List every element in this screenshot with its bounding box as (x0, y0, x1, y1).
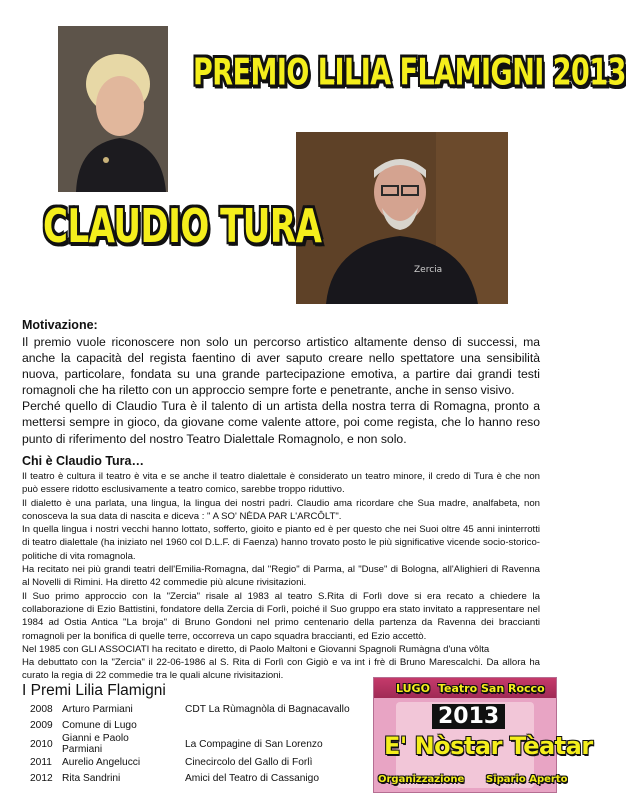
premio-title: PREMIO LILIA FLAMIGNI 2013 (193, 52, 626, 94)
premio-winner: Arturo Parmiani (62, 704, 133, 716)
premio-organization: Cinecircolo del Gallo di Forlì (185, 757, 313, 769)
poster-city: LUGO (396, 682, 430, 695)
biografia-paragraph: Ha recitato nei più grandi teatri dell'Emilia-Romagna, dal "Regio" di Parma, al "Duse" di Bologna, all'Alighieri di Ravenna al Novelli di Rimini. Ha diretto 42 commedie più alcune rivisitazioni. (22, 564, 540, 589)
honoree-name: CLAUDIO TURA (43, 200, 322, 254)
premi-heading: I Premi Lilia Flamigni (22, 682, 166, 699)
motivazione-paragraph: Perché quello di Claudio Tura è il talento di un artista della nostra terra di Romagna, pronto a mettersi sempre in gioco, da giovane come valente attore, poi come regista, che lo hanno reso punto di riferimento del nostro Teatro Dialettale Romagnolo, e non solo. (22, 399, 540, 446)
table-row (30, 733, 350, 755)
biografia-heading: Chi è Claudio Tura… (22, 454, 144, 468)
photo-claudio-tura (296, 132, 508, 304)
premio-year: 2009 (30, 719, 53, 731)
table-row (30, 702, 350, 718)
table-row (30, 718, 350, 734)
premio-year: 2008 (30, 704, 53, 716)
biografia-paragraph: Il Suo primo approccio con la "Zercia" risale al 1983 al teatro S.Rita di Forlì dove si era recato a chiedere la collaborazione di Ezio Battistini, fondatore della Zercia di Forlì, poiché il Suo gruppo era stato invitato a rappresentare nel 1984 ad Ostia Antica "La broja" di Bruno Gondoni nel primo centenario della partenza da Ravenna dei braccianti romagnoli per la bonifica di quelle terre, occorreva un capo squadra braccianti, ed Ezio accettò. (22, 590, 540, 642)
premio-organization: CDT La Rùmagnòla di Bagnacavallo (185, 704, 350, 716)
biografia-paragraph: Il dialetto è una parlata, una lingua, la lingua dei nostri padri. Claudio ama ricordare che Sua madre, analfabeta, non conosceva la sua data di nascita e diceva : " A SO' NÈDA PAR L'ARCÔLT". (22, 497, 540, 522)
table-row (30, 771, 350, 787)
premio-winner: Gianni e Paolo Parmiani (62, 733, 129, 755)
poster-year: 2013 (432, 704, 505, 729)
premio-year: 2011 (30, 757, 52, 769)
premi-table (30, 702, 350, 786)
premio-year: 2012 (30, 772, 53, 784)
motivazione-heading: Motivazione: (22, 318, 98, 332)
biografia-paragraph: Ha debuttato con la "Zercia" il 22-06-1986 al S. Rita di Forlì con Gigiò e va int i frè di Bruno Marescalchi. Da allora ha curato la regia di 22 commedie tra le quali alcune rivisitazioni. (22, 657, 540, 682)
photo-lilia-flamigni (58, 26, 168, 192)
poster-title: E' Nòstar Tèatar (384, 732, 593, 760)
svg-text:Zercia: Zercia (414, 265, 443, 275)
motivazione-text (22, 334, 540, 447)
premio-organization (162, 718, 350, 734)
poster-organization: Organizzazione (378, 774, 465, 785)
premio-winner: Comune di Lugo (62, 719, 137, 731)
motivazione-paragraph: Il premio vuole riconoscere non solo un percorso artistico altamente denso di successi, ma anche la capacità del regista faentino di aver saputo creare nello spettatore una sensibilità nuova, particolare, fondata su una grande partecipazione emotiva, a partire dai grandi testi romagnoli che ha riletto con un approccio sempre forte e penetrante, anche in senso visivo. (22, 335, 540, 398)
poster-company: Sipario Aperto (486, 774, 568, 785)
premio-organization: Amici del Teatro di Cassanigo (185, 772, 320, 784)
premio-winner: Aurelio Angelucci (62, 757, 141, 769)
premio-organization: La Compagine di San Lorenzo (185, 738, 323, 750)
nostar-teatar-poster (373, 677, 593, 793)
poster-theatre: Teatro San Rocco (438, 682, 545, 695)
premio-winner: Rita Sandrini (62, 772, 121, 784)
biografia-paragraph: In quella lingua i nostri vecchi hanno lottato, sofferto, gioito e pianto ed è per questo che nei Suoi oltre 45 anni ininterrotti di teatro dialettale (ha iniziato nel 1960 col D.L.F. di Faenza) hanno trovato posto le più significative vicende socio-storico-politiche di vita romagnola. (22, 524, 540, 562)
premio-year: 2010 (30, 738, 53, 750)
biografia-text (22, 470, 540, 683)
biografia-paragraph: Nel 1985 con GLI ASSOCIATI ha recitato e diretto, di Paolo Maltoni e Giovanni Spagnoli Rumàgna d'una vôlta (22, 643, 490, 655)
biografia-paragraph: Il teatro è cultura il teatro è vita e se anche il teatro dialettale è considerato un teatro minore, il credo di Tura è che non può essere ridotto esclusivamente a teatro comico, sarebbe troppo riduttivo. (22, 471, 540, 496)
table-row (30, 755, 350, 771)
